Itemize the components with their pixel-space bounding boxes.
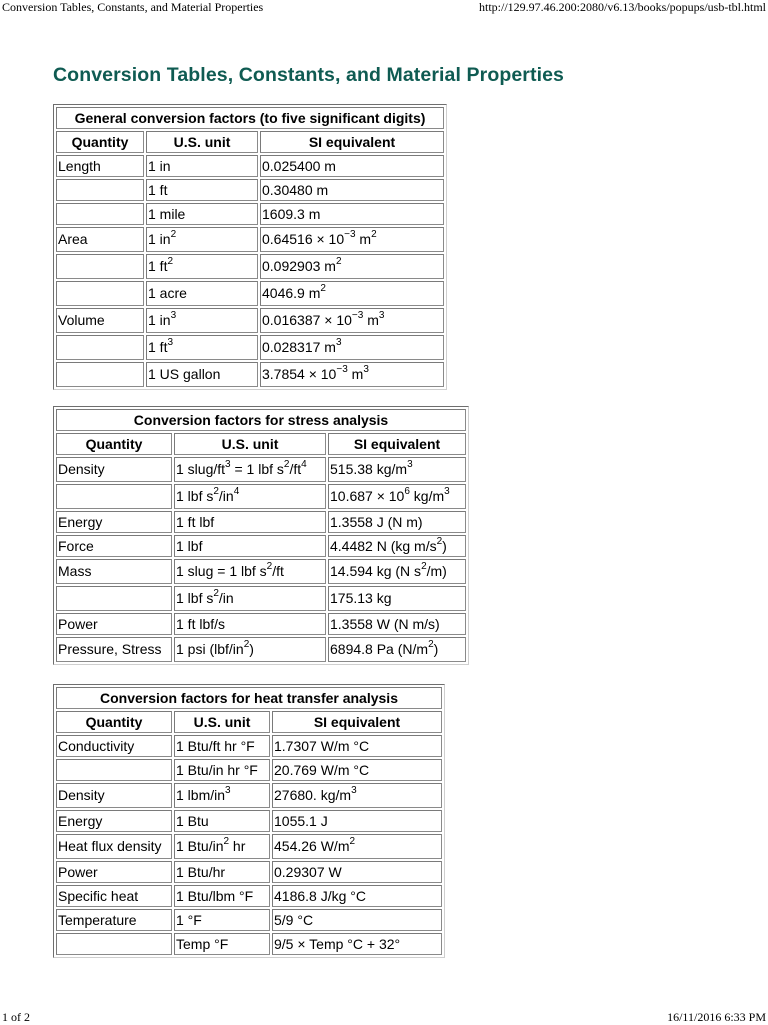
cell-text: 4.4482 N (kg m/s [330,538,437,554]
superscript: 4 [233,486,240,498]
si-equivalent-cell [260,335,444,360]
si-equivalent-cell [272,909,442,931]
page-count: 1 of 2 [2,1010,30,1024]
si-equivalent-cell [328,637,466,662]
table-row [56,933,442,955]
us-unit-cell [174,933,270,955]
table-caption: Conversion factors for stress analysis [56,409,466,431]
table-row [56,735,442,757]
us-unit-cell [146,179,258,201]
superscript: 3 [167,337,174,349]
cell-text: 5/9 °C [274,912,314,928]
table-row [56,179,444,201]
si-equivalent-cell [260,179,444,201]
us-unit-cell [146,203,258,225]
cell-text: 1 lbf [176,538,203,554]
us-unit-cell [146,281,258,306]
column-header: Quantity [56,131,144,153]
us-unit-cell [174,810,270,832]
cell-text: 1 lbf s [176,488,214,504]
general-conversion-table [53,104,447,390]
si-equivalent-cell [272,933,442,955]
quantity-cell: Power [56,613,172,635]
si-equivalent-cell [328,484,466,509]
quantity-cell: Conductivity [56,735,172,757]
table-row [56,783,442,808]
superscript: 3 [363,364,369,376]
superscript: 3 [335,337,342,349]
si-equivalent-cell [328,535,466,557]
print-timestamp: 16/11/2016 6:33 PM [667,1010,766,1024]
cell-text: 1 in [148,158,171,174]
column-header: U.S. unit [174,433,326,455]
table-row [56,535,466,557]
superscript: 2 [243,639,250,651]
cell-text: 1.3558 J (N m) [330,514,423,530]
cell-text: /in [218,590,234,606]
column-header: Quantity [56,433,172,455]
superscript: 2 [167,256,174,268]
us-unit-cell [174,457,326,482]
table-row [56,281,444,306]
cell-text: 9/5 × Temp °C + 32° [274,936,401,952]
superscript: 6 [404,486,410,498]
cell-text: 515.38 kg/m [330,461,408,477]
quantity-cell: Area [56,227,144,252]
us-unit-cell [146,227,258,252]
superscript: 2 [428,639,434,651]
superscript: 2 [349,836,356,848]
us-unit-cell [174,783,270,808]
table-row [56,254,444,279]
us-unit-cell [174,834,270,859]
si-equivalent-cell [328,586,466,611]
si-equivalent-cell [272,735,442,757]
cell-text: 1 Btu/lbm °F [176,888,254,904]
table-row [56,759,442,781]
us-unit-cell [174,885,270,907]
cell-text: 1 Btu/in [176,838,224,854]
table-row [56,308,444,333]
cell-text: 1609.3 m [262,206,321,222]
si-equivalent-cell [260,362,444,387]
us-unit-cell [146,254,258,279]
us-unit-cell [174,535,326,557]
superscript: 2 [213,486,219,498]
cell-text: 1 ft [148,182,168,198]
quantity-cell [56,335,144,360]
quantity-cell: Temperature [56,909,172,931]
table-row [56,362,444,387]
table-row [56,335,444,360]
quantity-cell: Pressure, Stress [56,637,172,662]
table-row [56,810,442,832]
table-row [56,484,466,509]
cell-text: 27680. kg/m [274,787,352,803]
cell-text: 0.092903 m [262,258,336,274]
quantity-cell [56,933,172,955]
us-unit-cell [174,586,326,611]
superscript: 3 [170,310,177,322]
cell-text: 1 lbf s [176,590,214,606]
si-equivalent-cell [260,155,444,177]
superscript: 3 [225,459,231,471]
quantity-cell: Power [56,861,172,883]
cell-text: /ft [272,563,284,579]
superscript: 3 [407,459,413,471]
superscript: 3 [351,785,357,797]
table-row [56,586,466,611]
cell-text: 1 US gallon [148,366,221,382]
si-equivalent-cell [328,511,466,533]
us-unit-cell [146,155,258,177]
cell-text: 0.29307 W [274,864,342,880]
column-header: SI equivalent [272,711,442,733]
cell-text: 1 °F [176,912,202,928]
superscript: 2 [421,561,427,573]
superscript: 2 [223,836,230,848]
browser-url[interactable]: http://129.97.46.200:2080/v6.13/books/popups/usb-tbl.html [478,0,766,14]
table-row [56,861,442,883]
heat-transfer-conversion-table [53,684,445,958]
superscript: 2 [170,229,177,241]
si-equivalent-cell [260,227,444,252]
us-unit-cell [146,308,258,333]
superscript: 4 [301,459,307,471]
us-unit-cell [174,511,326,533]
cell-text: 1 ft [148,258,168,274]
cell-text: m [355,231,372,247]
column-header: Quantity [56,711,172,733]
quantity-cell: Energy [56,511,172,533]
cell-text: 6894.8 Pa (N/m [330,641,429,657]
quantity-cell [56,179,144,201]
cell-text: /ft [289,461,302,477]
superscript: −3 [351,310,364,322]
quantity-cell [56,759,172,781]
cell-text: hr [229,838,246,854]
si-equivalent-cell [328,559,466,584]
browser-page-title: Conversion Tables, Constants, and Material Properties [2,0,264,14]
cell-text: /m) [426,563,447,579]
cell-text: 0.028317 m [262,339,336,355]
table-row [56,834,442,859]
cell-text: Temp °F [176,936,229,952]
si-equivalent-cell [260,203,444,225]
cell-text: = 1 lbf s [230,461,284,477]
superscript: 2 [283,459,290,471]
superscript: 3 [378,310,385,322]
si-equivalent-cell [272,810,442,832]
superscript: 2 [335,256,342,268]
us-unit-cell [146,362,258,387]
table-row [56,457,466,482]
cell-text: ) [442,538,447,554]
cell-text: m [363,312,379,328]
cell-text: 1 mile [148,206,186,222]
cell-text: 1 Btu/in hr °F [176,762,258,778]
us-unit-cell [174,735,270,757]
si-equivalent-cell [260,254,444,279]
cell-text: ) [433,641,439,657]
column-header: U.S. unit [174,711,270,733]
table-row [56,559,466,584]
cell-text: 1.7307 W/m °C [274,738,370,754]
table-caption: General conversion factors (to five significant digits) [56,107,444,129]
cell-text: 0.025400 m [262,158,336,174]
us-unit-cell [174,613,326,635]
table-row [56,885,442,907]
cell-text: 1 in [148,231,171,247]
si-equivalent-cell [260,281,444,306]
cell-text: 175.13 kg [330,590,392,606]
table-row [56,613,466,635]
si-equivalent-cell [272,759,442,781]
superscript: 2 [371,229,377,241]
quantity-cell: Length [56,155,144,177]
cell-text: 4046.9 m [262,285,321,301]
table-row [56,511,466,533]
si-equivalent-cell [328,457,466,482]
cell-text: 1 psi (lbf/in [176,641,244,657]
superscript: 2 [320,283,326,295]
quantity-cell: Heat flux density [56,834,172,859]
cell-text: 3.7854 × 10 [262,366,337,382]
superscript: 2 [436,536,443,548]
us-unit-cell [174,861,270,883]
cell-text: 1 acre [148,285,187,301]
column-header: SI equivalent [260,131,444,153]
us-unit-cell [174,484,326,509]
superscript: 2 [213,588,219,600]
cell-text: 1.3558 W (N m/s) [330,616,440,632]
table-caption: Conversion factors for heat transfer analysis [56,687,442,709]
cell-text: 1 Btu/hr [176,864,226,880]
superscript: 2 [266,561,273,573]
table-row [56,909,442,931]
quantity-cell: Force [56,535,172,557]
cell-text: 1 lbm/in [176,787,226,803]
column-header: U.S. unit [146,131,258,153]
quantity-cell: Mass [56,559,172,584]
us-unit-cell [174,759,270,781]
superscript: 3 [444,486,450,498]
superscript: 3 [225,785,231,797]
cell-text: 0.64516 × 10 [262,231,345,247]
cell-text: 1 Btu [176,813,209,829]
superscript: −3 [344,229,356,241]
si-equivalent-cell [272,834,442,859]
cell-text: kg/m [409,488,445,504]
cell-text: 1 ft lbf/s [176,616,226,632]
cell-text: m [347,366,364,382]
us-unit-cell [174,909,270,931]
cell-text: 4186.8 J/kg °C [274,888,366,904]
cell-text: 10.687 × 10 [330,488,405,504]
cell-text: 1 in [148,312,171,328]
quantity-cell [56,362,144,387]
table-row [56,227,444,252]
page-title: Conversion Tables, Constants, and Material Properties [53,64,564,86]
us-unit-cell [174,637,326,662]
cell-text: 1 ft [148,339,168,355]
superscript: −3 [336,364,348,376]
cell-text: 1055.1 J [274,813,328,829]
us-unit-cell [174,559,326,584]
quantity-cell: Specific heat [56,885,172,907]
si-equivalent-cell [272,861,442,883]
us-unit-cell [146,335,258,360]
si-equivalent-cell [328,613,466,635]
cell-text: 1 Btu/ft hr °F [176,738,255,754]
cell-text: 1 slug = 1 lbf s [176,563,267,579]
si-equivalent-cell [272,783,442,808]
cell-text: 454.26 W/m [274,838,350,854]
cell-text: /in [218,488,234,504]
quantity-cell: Density [56,783,172,808]
cell-text: 0.30480 m [262,182,329,198]
cell-text: 1 slug/ft [176,461,226,477]
quantity-cell [56,254,144,279]
cell-text: 1 ft lbf [176,514,215,530]
table-row [56,637,466,662]
cell-text: 20.769 W/m °C [274,762,370,778]
table-row [56,155,444,177]
column-header: SI equivalent [328,433,466,455]
cell-text: 14.594 kg (N s [330,563,422,579]
quantity-cell [56,586,172,611]
cell-text: 0.016387 × 10 [262,312,352,328]
quantity-cell [56,281,144,306]
si-equivalent-cell [272,885,442,907]
quantity-cell: Volume [56,308,144,333]
si-equivalent-cell [260,308,444,333]
quantity-cell [56,203,144,225]
quantity-cell: Energy [56,810,172,832]
stress-conversion-table [53,406,469,665]
quantity-cell [56,484,172,509]
cell-text: ) [249,641,254,657]
table-row [56,203,444,225]
quantity-cell: Density [56,457,172,482]
